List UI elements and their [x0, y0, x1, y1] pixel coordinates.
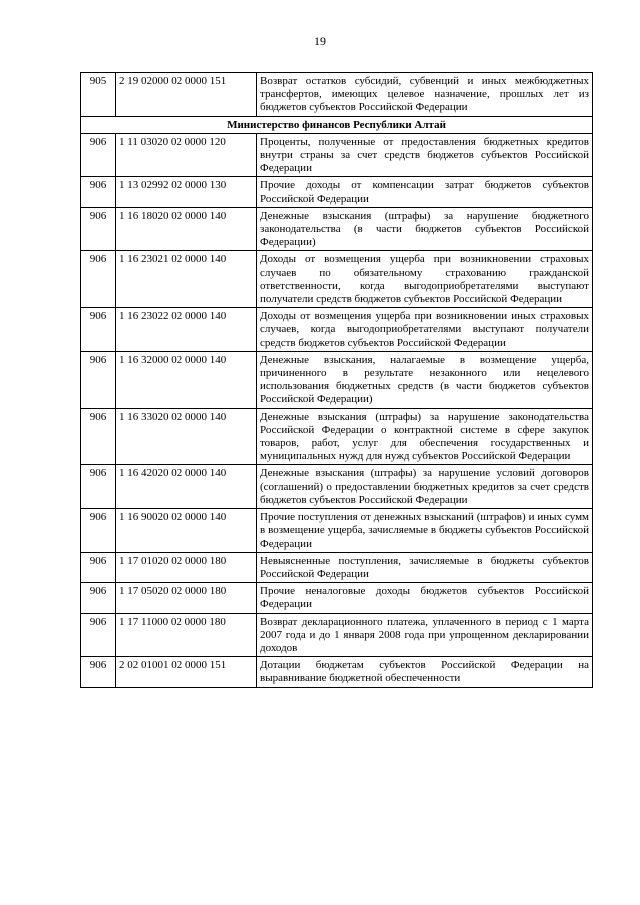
page-number: 19: [314, 34, 326, 48]
table-row: [81, 408, 593, 465]
revenue-description-cell: Прочие поступления от денежных взысканий (штрафов) и иных сумм в возмещение ущерба, зачисляемые в бюджеты субъектов Российской Федерации: [257, 509, 593, 553]
admin-code-cell: 906: [81, 552, 116, 582]
admin-code-cell: 906: [81, 465, 116, 509]
table-row: [81, 583, 593, 613]
admin-code-cell: 906: [81, 351, 116, 408]
revenue-description-cell: Доходы от возмещения ущерба при возникновении страховых случаев по обязательному страхованию гражданской ответственности, когда выгодоприобретателями выступают получатели средств бюджетов субъектов Российской Федерации: [257, 251, 593, 308]
table-row: [81, 177, 593, 207]
table-row: [81, 351, 593, 408]
table-row: [81, 613, 593, 657]
revenue-description-cell: Дотации бюджетам субъектов Российской Федерации на выравнивание бюджетной обеспеченности: [257, 657, 593, 687]
admin-code-cell: 906: [81, 177, 116, 207]
revenue-code-cell: 1 16 23022 02 0000 140: [116, 308, 257, 352]
revenue-code-cell: 1 17 05020 02 0000 180: [116, 583, 257, 613]
admin-code-cell: 906: [81, 613, 116, 657]
table-row: [81, 207, 593, 251]
ministry-title: Министерство финансов Республики Алтай: [81, 116, 593, 133]
revenue-code-cell: 1 16 42020 02 0000 140: [116, 465, 257, 509]
revenue-code-table: [80, 72, 593, 688]
table-row: [81, 552, 593, 582]
revenue-code-cell: 1 13 02992 02 0000 130: [116, 177, 257, 207]
revenue-description-cell: Возврат декларационного платежа, уплаченного в период с 1 марта 2007 года и до 1 января 2008 года при упрощенном декларировании доходов: [257, 613, 593, 657]
admin-code-cell: 906: [81, 408, 116, 465]
revenue-description-cell: Проценты, полученные от предоставления бюджетных кредитов внутри страны за счет средств бюджетов субъектов Российской Федерации: [257, 133, 593, 177]
revenue-code-cell: 2 19 02000 02 0000 151: [116, 73, 257, 117]
table-row: [81, 251, 593, 308]
revenue-description-cell: Доходы от возмещения ущерба при возникновении иных страховых случаев, когда выгодоприобретателями выступают получатели средств бюджетов субъектов Российской Федерации: [257, 308, 593, 352]
revenue-description-cell: Прочие доходы от компенсации затрат бюджетов субъектов Российской Федерации: [257, 177, 593, 207]
table-body: [81, 73, 593, 688]
revenue-description-cell: Возврат остатков субсидий, субвенций и иных межбюджетных трансфертов, имеющих целевое назначение, прошлых лет из бюджетов субъектов Российской Федерации: [257, 73, 593, 117]
revenue-description-cell: Денежные взыскания (штрафы) за нарушение бюджетного законодательства (в части бюджетов субъектов Российской Федерации): [257, 207, 593, 251]
revenue-code-cell: 1 16 33020 02 0000 140: [116, 408, 257, 465]
admin-code-cell: 906: [81, 308, 116, 352]
revenue-description-cell: Невыясненные поступления, зачисляемые в бюджеты субъектов Российской Федерации: [257, 552, 593, 582]
revenue-code-cell: 2 02 01001 02 0000 151: [116, 657, 257, 687]
revenue-code-cell: 1 17 01020 02 0000 180: [116, 552, 257, 582]
revenue-code-cell: 1 17 11000 02 0000 180: [116, 613, 257, 657]
table-row: [81, 657, 593, 687]
admin-code-cell: 905: [81, 73, 116, 117]
table-row: [81, 73, 593, 117]
ministry-header-row: [81, 116, 593, 133]
revenue-description-cell: Денежные взыскания (штрафы) за нарушение законодательства Российской Федерации о контрактной системе в сфере закупок товаров, работ, услуг для обеспечения государственных и муниципальных нужд для нужд субъектов Российской Федерации: [257, 408, 593, 465]
admin-code-cell: 906: [81, 583, 116, 613]
admin-code-cell: 906: [81, 207, 116, 251]
admin-code-cell: 906: [81, 133, 116, 177]
table-row: [81, 308, 593, 352]
revenue-description-cell: Денежные взыскания (штрафы) за нарушение условий договоров (соглашений) о предоставлении бюджетных кредитов за счет средств бюджетов субъектов Российской Федерации: [257, 465, 593, 509]
table-row: [81, 133, 593, 177]
revenue-description-cell: Денежные взыскания, налагаемые в возмещение ущерба, причиненного в результате незаконного или нецелевого использования бюджетных средств (в части бюджетов субъектов Российской Федерации): [257, 351, 593, 408]
table-row: [81, 509, 593, 553]
admin-code-cell: 906: [81, 509, 116, 553]
admin-code-cell: 906: [81, 251, 116, 308]
revenue-code-cell: 1 16 32000 02 0000 140: [116, 351, 257, 408]
admin-code-cell: 906: [81, 657, 116, 687]
revenue-code-cell: 1 16 90020 02 0000 140: [116, 509, 257, 553]
revenue-code-cell: 1 16 18020 02 0000 140: [116, 207, 257, 251]
table-row: [81, 465, 593, 509]
revenue-code-cell: 1 16 23021 02 0000 140: [116, 251, 257, 308]
revenue-code-cell: 1 11 03020 02 0000 120: [116, 133, 257, 177]
revenue-description-cell: Прочие неналоговые доходы бюджетов субъектов Российской Федерации: [257, 583, 593, 613]
